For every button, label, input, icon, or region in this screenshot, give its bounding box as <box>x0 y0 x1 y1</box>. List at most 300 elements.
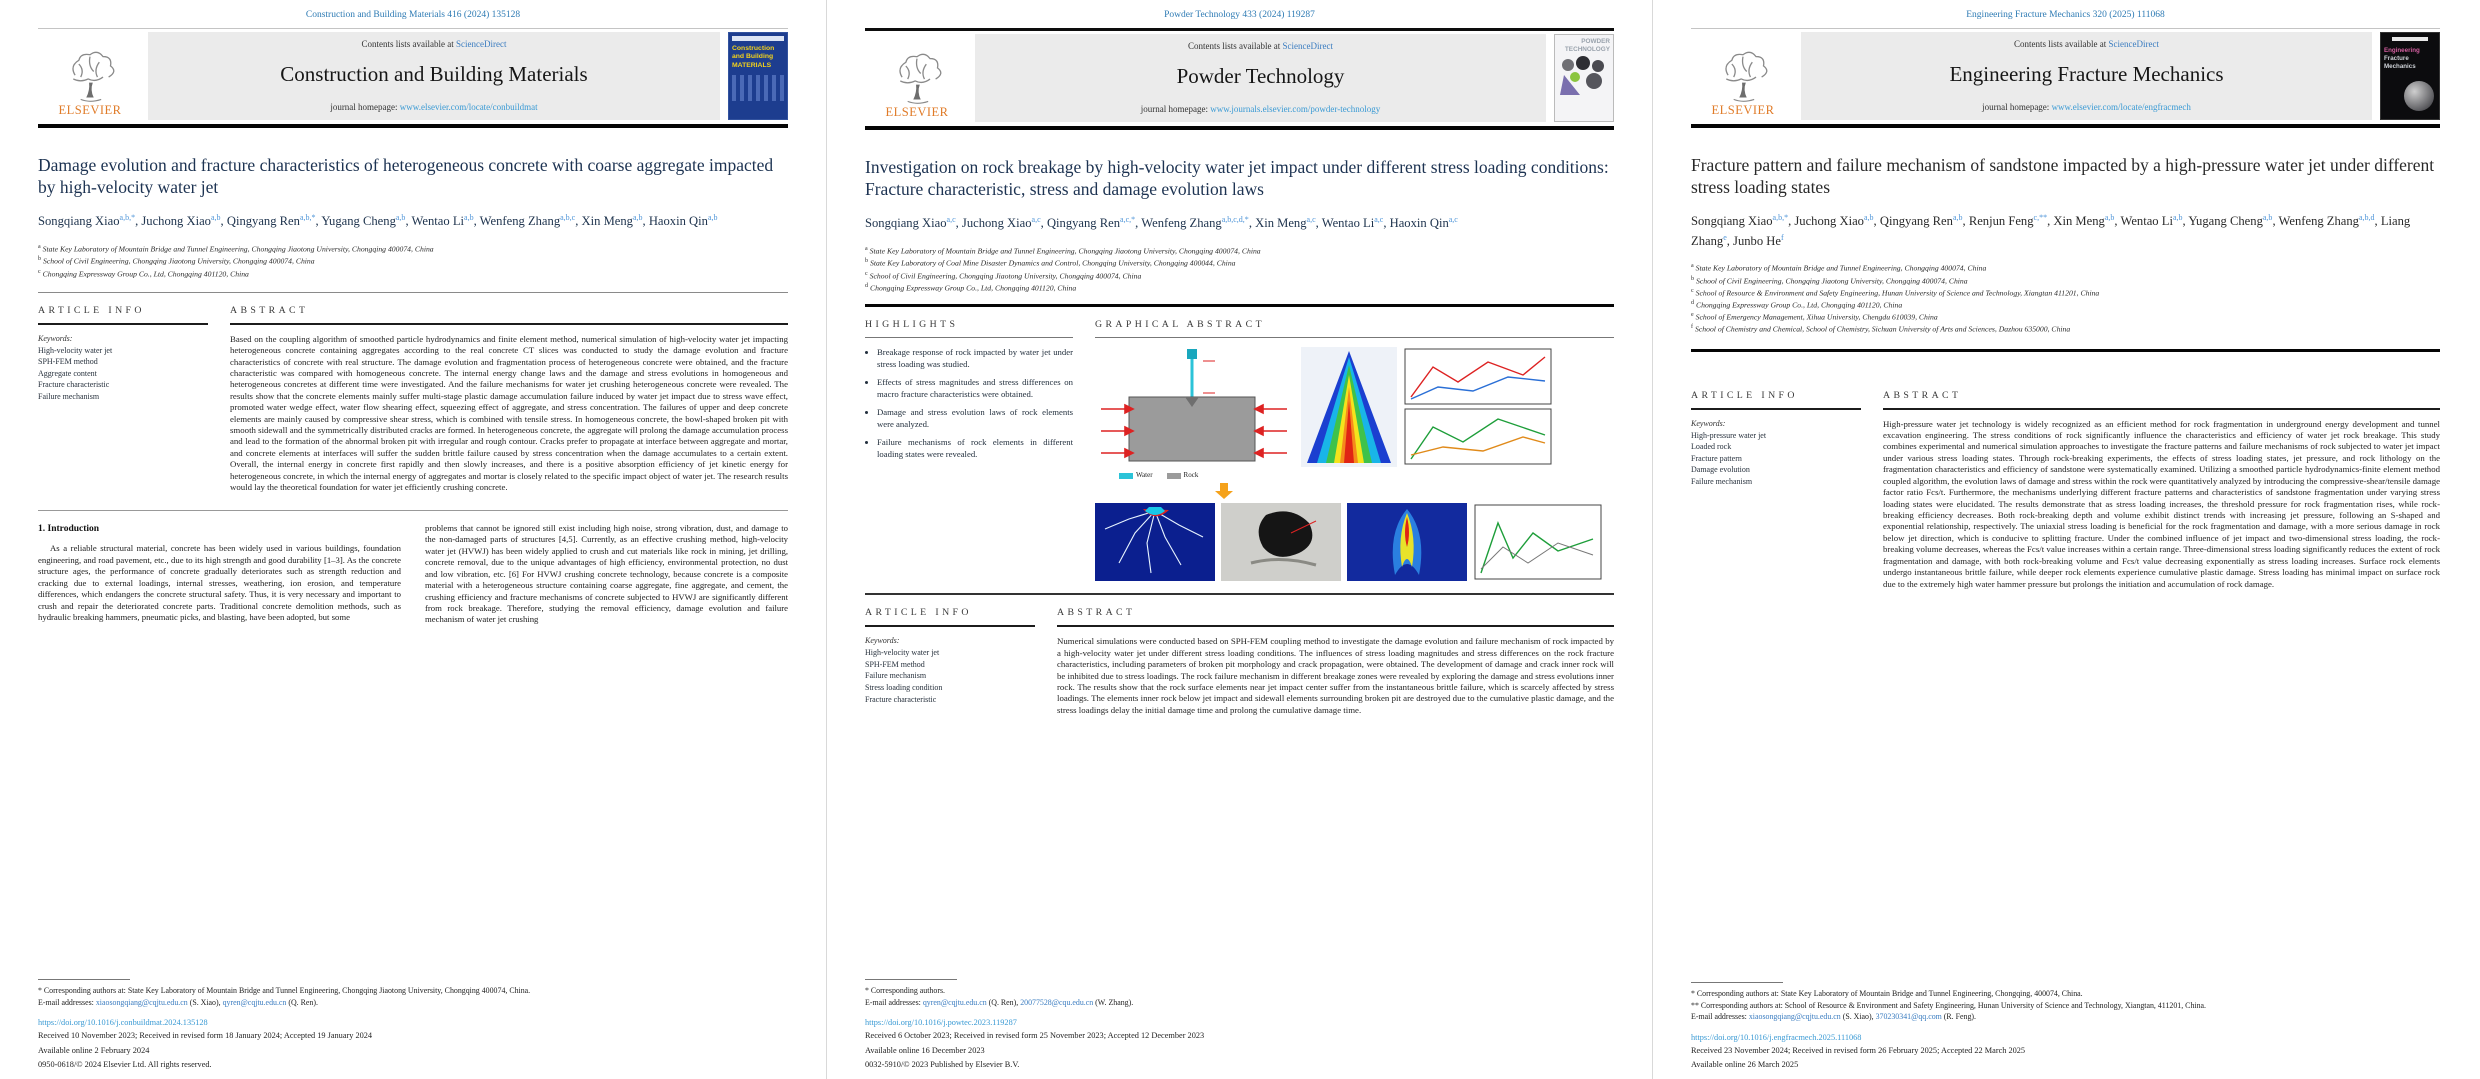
email-name: (R. Feng). <box>1941 1012 1977 1022</box>
affiliation-text: School of Civil Engineering, Chongqing Jiaotong University, Chongqing 400074, China <box>43 257 315 267</box>
corresponding-author-note: * Corresponding authors. <box>865 986 945 996</box>
email-name: (Q. Ren). <box>286 997 318 1007</box>
sciencedirect-link[interactable]: ScienceDirect <box>1282 41 1333 51</box>
keyword: Aggregate content <box>38 368 97 378</box>
author-sup: a,c <box>946 215 956 225</box>
cover-line: POWDER <box>1581 38 1610 45</box>
email-link[interactable]: 20077528@cqu.edu.cn <box>1020 997 1094 1007</box>
author-sup: a,b,c <box>560 213 576 223</box>
author-sup: a,b <box>464 213 474 223</box>
elsevier-logo <box>38 32 148 120</box>
journal-banner <box>865 34 1614 122</box>
doi-link[interactable]: https://doi.org/10.1016/j.engfracmech.2025.111068 <box>1691 1032 1862 1042</box>
elsevier-wordmark: ELSEVIER <box>885 105 949 119</box>
author <box>1794 214 1879 228</box>
affiliation-text: State Key Laboratory of Mountain Bridge and Tunnel Engineering, Chongqing Jiaotong University, Chongqing 400074, China <box>42 244 434 254</box>
received-dates: Received 10 November 2023; Received in revised form 18 January 2024; Accepted 19 January 2024 <box>38 1031 373 1041</box>
divider <box>865 337 1073 338</box>
author-sep: , <box>220 214 227 229</box>
email-label: E-mail addresses: <box>865 997 923 1007</box>
graphical-abstract-header: GRAPHICAL ABSTRACT <box>1095 319 1265 331</box>
cover-line: and Building <box>732 53 774 61</box>
author-sup: a,b <box>395 213 406 223</box>
author-sup: a,b <box>210 213 221 223</box>
affiliation-sup: d <box>1691 299 1694 306</box>
affiliation-text: State Key Laboratory of Mountain Bridge and Tunnel Engineering, Chongqing Jiaotong University, Chongqing 400074, China <box>869 246 1261 256</box>
abstract-text: Numerical simulations were conducted based on SPH-FEM coupling method to investigate the damage evolution and failure mechanism of rock impacted by a high-velocity water jet under different stress loading conditions. The influences of stress loading magnitudes and stress differences on the rock fracture characteristics, including parameters of broken pit morphology and crack propagation, were obtained. The development of damage and crack inner rock will be inhibited due to stress loadings. The rock failure mechanism in different breakage zones were revealed by exploring the damage and stress evolutions inner rock. The results show that the rock surface elements near jet impact center suffer from the instantaneous brittle failure, which is scarcely affected by stress loadings. The elements inner rock below jet impact and sidewall elements surrounding broken pit are destroyed due to the cumulative plastic damage, and the stress loadings delay the initial damage time and prolong the cumulative damage time. <box>1057 636 1614 715</box>
sciencedirect-link[interactable]: ScienceDirect <box>456 39 507 49</box>
email-link[interactable]: qyren@cqjtu.edu.cn <box>922 997 987 1007</box>
affiliation-text: Chongqing Expressway Group Co., Ltd, Chongqing 401120, China <box>1696 300 1903 310</box>
author-name: Xin Meng <box>2053 214 2105 229</box>
author-sep: , <box>1040 216 1047 231</box>
abstract-header: ABSTRACT <box>230 304 309 316</box>
affiliation-text: School of Civil Engineering, Chongqing Jiaotong University, Chongqing 400074, China <box>1696 276 1968 286</box>
author <box>227 214 322 228</box>
affiliation-text: State Key Laboratory of Mountain Bridge and Tunnel Engineering, Chongqing 400074, China <box>1695 264 1987 273</box>
body-paragraph: problems that cannot be ignored still exist including high noise, strong vibration, dust, and damage to the non-damaged parts of structures [4,5]. Currently, as an effective crushing method, high-velocity water jet (HVWJ) has been widely applied to crush and cut materials like rock in mining, jet drilling, concrete removal, due to the unique advantages of high efficiency, environmental protection, no dust and low vibration, etc. [6] For HVWJ crushing concrete technology, because concrete is a composite material with a heterogeneous structure containing coarse aggregate, fine aggregate, and cement, the crushing efficiency and fracture mechanisms of concrete subjected to HVWJ are significantly different from rock breakage. Therefore, studying the removal efficiency, damage evolution and failure mechanism of water jet crushing <box>425 522 788 625</box>
journal-cover-thumbnail <box>1554 34 1614 122</box>
author-sup: a,b <box>1863 213 1874 223</box>
author <box>865 216 962 230</box>
abstract-text: Based on the coupling algorithm of smoothed particle hydrodynamics and finite element method, numerical simulation of high-velocity water jet impacting heterogeneous concrete containing aggregates according to the real concrete CT slices was conducted to study the damage evolution and fracture characteristics of concrete with real structure. The damage evolution and fragmentation process of heterogeneous concrete were obtained, and the fracture characteristic was compared with homogeneous concrete. The internal energy change laws and the damage and stress evolutions in homogeneous and heterogeneous concretes at different time were investigated. And the failure mechanisms for water jet crushing heterogeneous concrete were revealed. The results show that the concrete elements mainly suffer multi-stage plastic damage accumulation failure induced by water jet impact due to stress wave effect, promoted water wedge effect, water flow shearing effect, squeezing effect of aggregate, and stress concentration. The failures of upper and deep concrete elements are mainly caused by compressive shear stress, which is combined with tensile stress. In homogeneous concrete, the bowl-shaped broken pit with smooth sidewall and the symmetrically distributed cracks are formed. In heterogeneous concrete, the aggregate will prolong the damage accumulation process and lead to the formation of the abnormal broken pit with irregular and rough contour. Cracks prefer to propagate at interface between aggregate and mortar, and concrete elements at interfaces will suffer the sudden brittle failure caused by stress concentration when the damage accumulates to a certain extent. Overall, the internal energy in concrete first rapidly and then slowly increases, and there is a positive absorption efficiency of jet kinetic energy for heterogeneous concrete, in which the internal energy of aggregates and mortar is closely related to the specific impact object of water jet. The research results would lay the theoretical foundation for water jet efficiently crushing concrete. <box>230 333 788 493</box>
divider <box>1691 349 2440 352</box>
email-link[interactable]: xiaosongqiang@cqjtu.edu.cn <box>95 997 188 1007</box>
affiliation <box>1691 287 2440 299</box>
affiliation-text: School of Emergency Management, Xihua University, Chengdu 610039, China <box>1695 312 1938 322</box>
author-name: Yugang Cheng <box>2188 214 2263 229</box>
author <box>1322 216 1390 230</box>
author-sep: , <box>2374 214 2381 229</box>
page-footer <box>865 979 1614 1071</box>
divider <box>38 124 788 128</box>
available-online: Available online 2 February 2024 <box>38 1045 150 1055</box>
homepage-line <box>1805 102 2368 112</box>
issn-copyright: 0950-0618/© 2024 Elsevier Ltd. All rights reserved. <box>38 1060 212 1070</box>
email-name: (W. Zhang). <box>1093 997 1134 1007</box>
affiliation-sup: d <box>865 282 868 289</box>
homepage-label: journal homepage: <box>330 102 400 112</box>
citation-header: Construction and Building Materials 416 (2024) 135128 <box>305 10 521 20</box>
affiliation <box>1691 323 2440 335</box>
paper-page-3 <box>1652 0 2478 1079</box>
author-sup: a,b <box>2262 213 2273 223</box>
abstract-header: ABSTRACT <box>1883 389 1962 401</box>
author-name: Wenfeng Zhang <box>479 214 561 229</box>
cover-strip <box>2392 37 2428 41</box>
issn-copyright: 0032-5910/© 2023 Published by Elsevier B.V. <box>865 1060 1020 1070</box>
tree-trunk <box>86 83 93 98</box>
article-info-section <box>1691 378 2440 590</box>
affiliation <box>865 282 1614 294</box>
corresponding-author-note-2: ** Corresponding authors at: School of Resource & Environment and Safety Engineering, Hunan University of Science and Technology, Xiangtan, 411201, China. <box>1691 1000 2207 1010</box>
cover-sphere-art <box>2404 81 2434 111</box>
paper-page-1 <box>0 0 826 1079</box>
author <box>2120 214 2188 228</box>
citation-header: Engineering Fracture Mechanics 320 (2025) 111068 <box>1966 10 2165 20</box>
author-name: Renjun Feng <box>1968 214 2034 229</box>
author <box>1390 216 1458 230</box>
author-name: Yugang Cheng <box>321 214 396 229</box>
divider <box>865 625 1035 627</box>
keyword: Loaded rock <box>1691 442 1732 452</box>
author-name: Qingyang Ren <box>1879 214 1953 229</box>
affiliation-text: State Key Laboratory of Coal Mine Disaster Dynamics and Control, Chongqing University, Chongqing 400044, China <box>870 259 1236 269</box>
contents-prefix: Contents lists available at <box>2014 39 2109 49</box>
email-link[interactable]: xiaosongqiang@cqjtu.edu.cn <box>1748 1012 1841 1022</box>
cover-image <box>2380 32 2440 120</box>
highlight-item: • Effects of stress magnitudes and stress differences on macro fracture characteristics were obtained. <box>877 377 1073 400</box>
author-sup: f <box>1780 232 1784 242</box>
author-sep: , <box>1135 216 1142 231</box>
received-dates: Received 23 November 2024; Received in revised form 26 February 2025; Accepted 22 March 2025 <box>1691 1045 2026 1055</box>
author-sep: , <box>575 214 582 229</box>
corresponding-author-note: * Corresponding authors at: State Key Laboratory of Mountain Bridge and Tunnel Engineering, Chongqing Jiaotong University, Chongqing 400074, China. <box>38 986 531 996</box>
divider <box>38 28 788 29</box>
affiliation <box>865 245 1614 257</box>
divider <box>865 28 1614 31</box>
ga-damage-contour-image <box>1347 503 1467 581</box>
email-link[interactable]: 370230341@qq.com <box>1875 1012 1942 1022</box>
cover-particles-art <box>1558 53 1610 95</box>
ga-stress-plot-image <box>1473 503 1603 581</box>
author-sep: , <box>2114 214 2121 229</box>
author-sep: , <box>405 214 412 229</box>
contents-prefix: Contents lists available at <box>1188 41 1283 51</box>
keyword: Fracture characteristic <box>865 694 937 704</box>
keyword: SPH-FEM method <box>38 357 98 367</box>
author-name: Wentao Li <box>1321 216 1375 231</box>
article-info-section <box>38 293 788 494</box>
author-sup: c,** <box>2033 213 2048 223</box>
affiliation <box>865 257 1614 269</box>
highlight-item: • Failure mechanisms of rock elements in different loading states were revealed. <box>877 437 1073 460</box>
affiliation <box>1691 275 2440 287</box>
author-sup: a,b,c,d,* <box>1221 215 1249 225</box>
journal-title: Engineering Fracture Mechanics <box>1949 62 2224 86</box>
cover-line: Engineering <box>2384 47 2420 54</box>
paper-title: Damage evolution and fracture characteristics of heterogeneous concrete with coarse aggregate impacted by high-velocity water jet <box>38 154 774 197</box>
author <box>1969 214 2054 228</box>
author-sep: , <box>1383 216 1390 231</box>
homepage-line <box>152 102 716 112</box>
affiliation <box>38 268 788 280</box>
author-name: Haoxin Qin <box>648 214 708 229</box>
author <box>2188 214 2278 228</box>
abstract-header: ABSTRACT <box>1057 607 1136 619</box>
water-swatch <box>1119 473 1133 479</box>
graphical-abstract <box>1095 347 1614 581</box>
body-paragraph: As a reliable structural material, concrete has been widely used in various buildings, foundation engineering, and road pavement, etc., due to its high strength and good durability [1–3]. As the concrete structure ages, the performance of concrete gradually deteriorates such as strength reduction and cracking due to external loadings, internal stresses, weathering, ion erosion, and temperature differences, which endangers the concrete structural safety. Thus, it is very necessary and important to crush and repair the deteriorated concrete parts. Traditional concrete demolition methods, such as hydraulic breaking hammers, pneumatic picks, and blasting, have been adopted, but some <box>38 543 401 623</box>
cover-image <box>1554 34 1614 122</box>
citation-header: Powder Technology 433 (2024) 119287 <box>1164 10 1315 20</box>
ga-jet-plume-image <box>1301 347 1397 467</box>
journal-homepage-link[interactable]: www.journals.elsevier.com/powder-technology <box>1210 104 1381 114</box>
keyword: Stress loading condition <box>865 683 943 693</box>
divider <box>1057 625 1614 627</box>
author-name: Songqiang Xiao <box>1691 214 1773 229</box>
affiliation <box>865 270 1614 282</box>
journal-title: Powder Technology <box>1176 64 1345 88</box>
elsevier-tree-icon <box>889 53 945 107</box>
affiliation-sup: c <box>38 268 41 275</box>
keyword: Fracture characteristic <box>38 380 110 390</box>
cover-columns-art <box>732 75 784 101</box>
author-name: Wenfeng Zhang <box>1141 216 1222 231</box>
author <box>141 214 226 228</box>
author-sup: a,c <box>1374 215 1384 225</box>
author <box>2053 214 2120 228</box>
ga-down-arrow-icon <box>1215 483 1614 499</box>
email-name: (S. Xiao), <box>1840 1012 1876 1022</box>
homepage-line <box>979 104 1542 114</box>
body-column-right <box>425 523 788 626</box>
elsevier-wordmark: ELSEVIER <box>58 103 122 117</box>
author-sup: a,c,* <box>1120 215 1136 225</box>
affiliation-sup: b <box>38 256 41 263</box>
article-info-section <box>865 595 1614 716</box>
abstract-text: High-pressure water jet technology is widely recognized as an efficient method for rock fragmentation in underground energy development and tunnel excavation engineering. The stress conditions of rock significantly influence the characteristics and efficiency of water jet rock breakage. This study combines experimental and numerical simulation approaches to investigate the fracture patterns and failure mechanisms of rock subjected to water jet impact under various stress loading states. Through rock-breaking experiments, the effects of stress loading states, jet pressure, and rock lithology on the fragmentation characteristics and efficiency of sandstone were systematically examined. Utilizing a smoothed particle hydrodynamics-finite element method coupled algorithm, the evolution laws of damage and stress within the rock were quantitatively analyzed by introducing the compressive-shear/tensile damage factor ratio Fcs/t. Furthermore, the mechanisms underlying different fracture patterns and characteristics of sandstone fragmentation under varying stress loading states were elucidated. The results demonstrate that as stress loading increases, the threshold pressure for rock fragmentation rises, while rock-breaking efficiency decreases. Both rock-breaking depth and volume exhibit distinct trends with increasing jet pressure, following an S-shaped and exponential relationship, respectively. The uniaxial stress loading is beneficial for the rock fragmentation and damage, with a more serious damage in rock below jet direction, which is conducive to splitting fracture. Under the combined influence of jet impact and two-dimensional stress loading, the rock-breaking volume decreases, whereas the Fcs/t value increases within a certain range. Three-dimensional stress loading significantly reduces the extent of rock fragmentation and damage, with both rock-breaking volume and Fcs/t value decreasing exponentially as stress loading increases. Surface rock elements undergo instantaneous brittle failure, while deeper rock elements experience cumulative plastic damage. Stress loading has minimal impact on surface rock due to the extremely high water hammer pressure but prolongs the initiation and accumulation of rock damage. <box>1883 418 2440 589</box>
email-name: (S. Xiao), <box>187 997 223 1007</box>
page-footer <box>38 979 788 1071</box>
affiliation <box>1691 299 2440 311</box>
author-sup: a,b <box>707 213 718 223</box>
author-sup: e <box>1723 232 1727 242</box>
cover-line: Fracture Mechanics <box>2384 54 2416 70</box>
author <box>1733 234 1784 248</box>
elsevier-logo <box>1691 32 1801 120</box>
affiliation-list <box>1691 262 2440 335</box>
author <box>321 214 411 228</box>
email-link[interactable]: qyren@cqjtu.edu.cn <box>222 997 287 1007</box>
legend-rock-label: Rock <box>1183 471 1199 480</box>
affiliation <box>38 255 788 267</box>
author <box>1691 214 1794 228</box>
keyword: Failure mechanism <box>38 392 100 402</box>
elsevier-logo <box>865 34 975 122</box>
author-sup: a,b <box>632 213 643 223</box>
article-info-header: ARTICLE INFO <box>865 607 972 619</box>
author <box>1255 216 1322 230</box>
affiliation-sup: a <box>1691 263 1694 270</box>
keyword: Failure mechanism <box>1691 476 1753 486</box>
cover-line: Construction <box>732 45 775 52</box>
author-sep: , <box>1248 216 1256 231</box>
author-name: Liang Zhang <box>1691 214 2411 248</box>
divider <box>1691 28 2440 29</box>
author <box>38 214 141 228</box>
affiliation-sup: b <box>865 258 868 265</box>
author-name: Songqiang Xiao <box>38 214 120 229</box>
affiliation-text: School of Civil Engineering, Chongqing Jiaotong University, Chongqing 400074, China <box>869 271 1142 281</box>
cover-strip <box>732 36 784 41</box>
affiliation-text: School of Chemistry and Chemical, School of Chemistry, Sichuan University of Arts and Sciences, Dazhou 635000, China <box>1695 324 2071 334</box>
author <box>480 214 582 228</box>
divider <box>1095 337 1614 338</box>
email-label: E-mail addresses: <box>38 997 96 1007</box>
author <box>1141 216 1255 230</box>
homepage-label: journal homepage: <box>1140 104 1211 114</box>
author-sup: a,b <box>2172 213 2183 223</box>
author-sep: , <box>315 214 322 229</box>
journal-banner <box>38 32 788 120</box>
cover-image <box>728 32 788 120</box>
paper-title: Fracture pattern and failure mechanism of sandstone impacted by a high-pressure water jet under different stress loading states <box>1691 154 2435 197</box>
affiliation-text: Chongqing Expressway Group Co., Ltd, Chongqing 401120, China <box>42 269 249 279</box>
keyword: Fracture pattern <box>1691 453 1742 463</box>
keywords-label: Keywords: <box>865 636 900 646</box>
affiliation <box>1691 262 2440 274</box>
highlights-header: HIGHLIGHTS <box>865 319 959 331</box>
author-sup: a,b,* <box>299 213 316 223</box>
author <box>649 214 718 228</box>
journal-title: Construction and Building Materials <box>280 62 588 86</box>
author-name: Wentao Li <box>2120 214 2173 229</box>
author-sup: a,b,* <box>119 213 136 223</box>
sciencedirect-link[interactable]: ScienceDirect <box>2108 39 2159 49</box>
author-name: Qingyang Ren <box>226 214 300 229</box>
contents-line <box>1805 39 2368 49</box>
elsevier-tree-icon <box>62 51 118 105</box>
author-sep: , <box>1962 214 1969 229</box>
affiliation-sup: a <box>38 244 41 251</box>
keyword: SPH-FEM method <box>865 659 925 669</box>
author-sep: , <box>2182 214 2189 229</box>
affiliation-sup: c <box>865 270 868 277</box>
affiliation-sup: b <box>1691 275 1694 282</box>
affiliation-sup: a <box>865 246 868 253</box>
author-name: Qingyang Ren <box>1046 216 1121 231</box>
author-sup: a,c <box>1448 215 1458 225</box>
author-sup: a,b,d <box>2358 213 2375 223</box>
journal-cover-thumbnail <box>2380 32 2440 120</box>
email-name: (Q. Ren), <box>986 997 1021 1007</box>
author-name: Wentao Li <box>411 214 465 229</box>
author-list <box>38 212 788 231</box>
affiliation <box>38 243 788 255</box>
banner-center <box>975 34 1546 122</box>
author-sep: , <box>1315 216 1322 231</box>
journal-cover-thumbnail <box>728 32 788 120</box>
author-name: Wenfeng Zhang <box>2278 214 2359 229</box>
keyword: High-velocity water jet <box>38 345 113 355</box>
author-sep: , <box>1726 233 1734 248</box>
paper-title: Investigation on rock breakage by high-velocity water jet impact under different stress loading conditions: Fracture characteristic, stress and damage evolution laws <box>865 156 1609 199</box>
divider <box>38 323 208 325</box>
body-text-section <box>38 510 788 626</box>
author-sep: , <box>473 214 480 229</box>
article-info-header: ARTICLE INFO <box>38 304 145 316</box>
author <box>1047 216 1141 230</box>
doi-link[interactable]: https://doi.org/10.1016/j.powtec.2023.119287 <box>865 1018 1017 1028</box>
keyword: High-velocity water jet <box>865 648 940 658</box>
email-line <box>1691 1011 2440 1022</box>
cover-line: MATERIALS <box>732 61 772 69</box>
highlights-section <box>865 307 1614 581</box>
author-sep: , <box>1788 214 1795 229</box>
author-name: Xin Meng <box>581 214 633 229</box>
highlights-list <box>865 347 1073 460</box>
affiliation <box>1691 311 2440 323</box>
tree-trunk <box>913 85 920 100</box>
divider <box>1691 408 1861 410</box>
affiliation-sup: f <box>1691 323 1693 330</box>
author <box>412 214 480 228</box>
affiliation-sup: e <box>1691 311 1694 318</box>
ga-crack-simulation-image <box>1095 503 1215 581</box>
journal-homepage-link[interactable]: www.elsevier.com/locate/engfracmech <box>2051 102 2191 112</box>
author-list <box>865 214 1614 233</box>
author-name: Haoxin Qin <box>1389 216 1449 231</box>
section-heading: 1. Introduction <box>38 523 100 534</box>
author-name: Juchong Xiao <box>141 214 211 229</box>
available-online: Available online 26 March 2025 <box>1691 1060 1799 1070</box>
ga-curves-plot-image <box>1403 347 1553 467</box>
keyword: Failure mechanism <box>865 671 927 681</box>
paper-page-2 <box>826 0 1652 1079</box>
received-dates: Received 6 October 2023; Received in revised form 25 November 2023; Accepted 12 December 2023 <box>865 1031 1205 1041</box>
author <box>962 216 1047 230</box>
keyword: High-pressure water jet <box>1691 430 1767 440</box>
divider <box>1691 124 2440 128</box>
author <box>582 214 649 228</box>
keywords-label: Keywords: <box>1691 418 1726 428</box>
author-sep: , <box>2047 214 2054 229</box>
author-name: Xin Meng <box>1255 216 1307 231</box>
banner-center <box>148 32 720 120</box>
affiliation-list <box>865 245 1614 293</box>
email-label: E-mail addresses: <box>1691 1012 1749 1022</box>
contents-line <box>979 41 1542 51</box>
author-sep: , <box>642 214 649 229</box>
ga-schematic-image <box>1095 347 1295 467</box>
affiliation-list <box>38 243 788 279</box>
author-sep: , <box>955 216 962 231</box>
highlight-item: • Damage and stress evolution laws of rock elements were analyzed. <box>877 407 1073 430</box>
ga-experiment-photo-image <box>1221 503 1341 581</box>
journal-banner <box>1691 32 2440 120</box>
corresponding-author-note: * Corresponding authors at: State Key Laboratory of Mountain Bridge and Tunnel Engineering, Chongqing, 400074, China. <box>1691 989 2083 999</box>
divider <box>865 126 1614 130</box>
author-list <box>1691 212 2440 250</box>
keyword: Damage evolution <box>1691 465 1750 475</box>
tree-trunk <box>1739 83 1746 98</box>
article-info-header: ARTICLE INFO <box>1691 389 1798 401</box>
page-footer <box>1691 982 2440 1071</box>
available-online: Available online 16 December 2023 <box>865 1045 985 1055</box>
body-column-left <box>38 523 401 626</box>
author-sup: a,b <box>1952 213 1963 223</box>
banner-center <box>1801 32 2372 120</box>
divider <box>230 323 788 325</box>
author-sep: , <box>1873 214 1880 229</box>
affiliation-text: School of Resource & Environment and Safety Engineering, Hunan University of Science and Technology, Xiangtan 411201, China <box>1695 288 2100 298</box>
ga-legend <box>1119 471 1614 479</box>
rock-swatch <box>1167 473 1181 479</box>
author-name: Songqiang Xiao <box>865 216 947 231</box>
author-sup: a,b,* <box>1772 213 1789 223</box>
highlight-item: • Breakage response of rock impacted by water jet under stress loading was studied. <box>877 347 1073 370</box>
doi-link[interactable]: https://doi.org/10.1016/j.conbuildmat.2024.135128 <box>38 1018 208 1028</box>
author-name: Juchong Xiao <box>1794 214 1864 229</box>
elsevier-tree-icon <box>1715 51 1771 105</box>
homepage-label: journal homepage: <box>1982 102 2052 112</box>
journal-homepage-link[interactable]: www.elsevier.com/locate/conbuildmat <box>399 102 538 112</box>
author-name: Junbo He <box>1733 233 1781 248</box>
author-sup: a,c <box>1306 215 1316 225</box>
contents-line <box>152 39 716 49</box>
contents-prefix: Contents lists available at <box>361 39 456 49</box>
